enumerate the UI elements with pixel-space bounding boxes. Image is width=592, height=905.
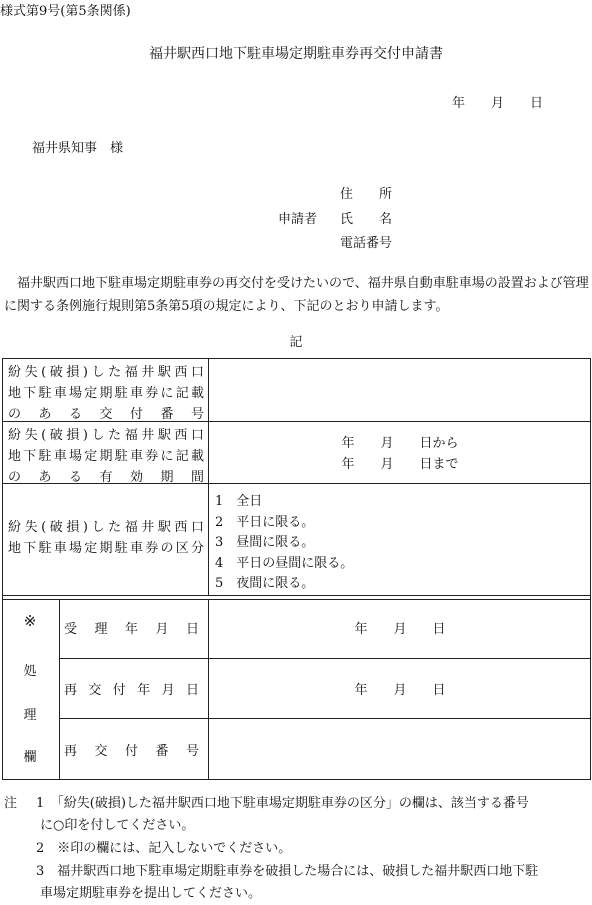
- form-number: 様式第9号(第5条関係): [0, 4, 131, 19]
- reissue-date-label: 再交付年月日: [64, 683, 199, 698]
- label-line: 紛失(破損)した福井駅西口: [8, 365, 204, 380]
- category-option: 1 全日: [215, 494, 263, 509]
- label-line: 地下駐車場定期駐車券に記載: [8, 386, 204, 401]
- reissue-date-value: 年 月 日: [354, 683, 446, 698]
- label-line: のある有効期間: [8, 470, 204, 485]
- note-2: 2 ※印の欄には、記入しないでください。: [36, 841, 292, 856]
- processing-column-char: 欄: [23, 750, 37, 765]
- ki-heading: 記: [289, 335, 303, 350]
- label-line: 紛失(破損)した福井駅西口: [8, 428, 204, 443]
- category-options: [215, 492, 353, 595]
- label-line: のある交付番号: [8, 407, 204, 422]
- received-date-label: 受理年月日: [64, 622, 199, 637]
- application-date: 年 月 日: [452, 96, 544, 111]
- name-label: 氏 名: [340, 212, 393, 227]
- addressee: 福井県知事 様: [32, 141, 124, 156]
- processing-column-char: 処: [23, 664, 37, 679]
- note-1: 1 「紛失(破損)した福井駅西口地下駐車場定期駐車券の区分」の欄は、該当する番号: [36, 796, 529, 811]
- valid-period-from: 年 月 日から: [341, 436, 459, 451]
- processing-column-char: 理: [23, 708, 37, 723]
- phone-label: 電話番号: [340, 236, 393, 251]
- notes-heading: 注: [4, 796, 18, 811]
- category-option: 2 平日に限る。: [215, 514, 315, 530]
- note-3: 3 福井駅西口地下駐車場定期駐車券を破損した場合には、破損した福井駅西口地下駐: [36, 864, 539, 879]
- category-option: 5 夜間に限る。: [215, 576, 315, 591]
- note-1-continued: に○印を付してください。: [40, 818, 195, 833]
- address-label: 住 所: [340, 187, 393, 202]
- reissue-number-label: 再交付番号: [64, 744, 199, 759]
- category-option: 3 昼間に限る。: [215, 535, 315, 550]
- label-line: 紛失(破損)した福井駅西口: [8, 520, 204, 535]
- lost-ticket-number-label: [8, 362, 204, 425]
- note-3-continued: 車場定期駐車券を提出してください。: [40, 886, 262, 901]
- lost-ticket-period-label: [8, 425, 204, 488]
- form-title: 福井駅西口地下駐車場定期駐車券再交付申請書: [149, 46, 443, 62]
- received-date-value: 年 月 日: [354, 622, 446, 637]
- label-line: 地下駐車場定期駐車券の区分: [8, 541, 204, 556]
- valid-period-to: 年 月 日まで: [341, 457, 459, 472]
- category-option: 4 平日の昼間に限る。: [215, 555, 354, 571]
- lost-ticket-category-label: [8, 517, 204, 559]
- office-use-mark: ※: [23, 612, 37, 630]
- request-statement: 福井駅西口地下駐車場定期駐車券の再交付を受けたいので、福井県自動車駐車場の設置および管理に関する条例施行規則第5条第5項の規定により、下記のとおり申請します。: [4, 276, 589, 314]
- label-line: 地下駐車場定期駐車券に記載: [8, 449, 204, 464]
- applicant-label: 申請者: [278, 212, 318, 227]
